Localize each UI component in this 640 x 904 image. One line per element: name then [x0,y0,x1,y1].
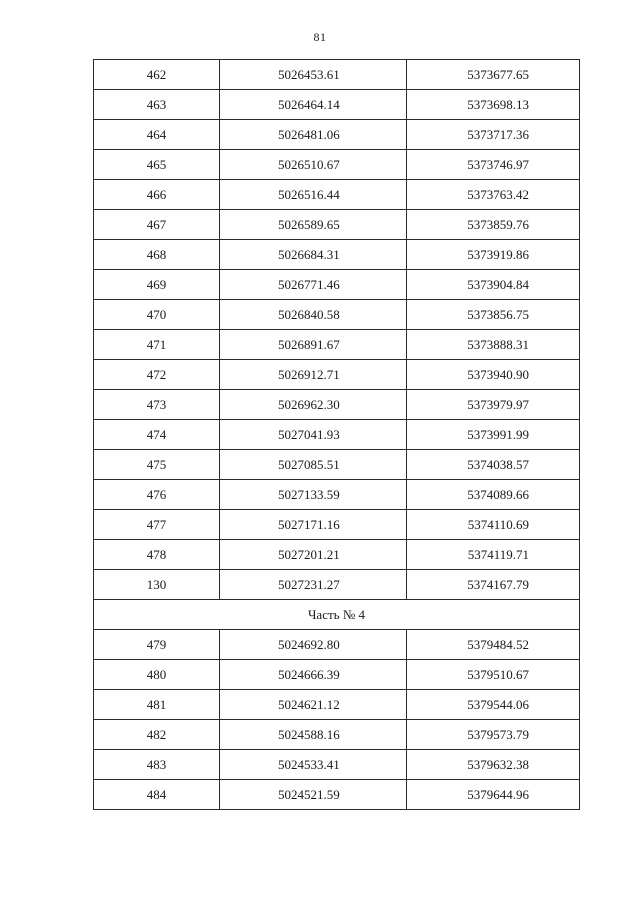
coord-x: 5027171.16 [220,510,407,540]
coord-y: 5373763.42 [407,180,580,210]
coord-y: 5374119.71 [407,540,580,570]
coord-x: 5024666.39 [220,660,407,690]
coord-x: 5024692.80 [220,630,407,660]
coordinates-table [93,59,580,810]
point-number: 465 [94,150,220,180]
page-number: 81 [313,30,327,44]
coord-x: 5027085.51 [220,450,407,480]
table-row [94,60,580,90]
coord-x: 5027041.93 [220,420,407,450]
table-row [94,510,580,540]
table-row [94,90,580,120]
table-row [94,540,580,570]
point-number: 468 [94,240,220,270]
coord-y: 5379573.79 [407,720,580,750]
point-number: 476 [94,480,220,510]
coord-y: 5379510.67 [407,660,580,690]
coord-y: 5373746.97 [407,150,580,180]
coord-y: 5373698.13 [407,90,580,120]
section-heading: Часть № 4 [94,600,580,630]
table-row [94,120,580,150]
coord-x: 5026510.67 [220,150,407,180]
table-row [94,360,580,390]
table-row [94,210,580,240]
point-number: 481 [94,690,220,720]
coord-x: 5026962.30 [220,390,407,420]
point-number: 130 [94,570,220,600]
coord-x: 5024533.41 [220,750,407,780]
coord-x: 5026840.58 [220,300,407,330]
coord-y: 5379484.52 [407,630,580,660]
coord-x: 5026516.44 [220,180,407,210]
coord-y: 5373717.36 [407,120,580,150]
coord-y: 5374089.66 [407,480,580,510]
table-row [94,300,580,330]
point-number: 472 [94,360,220,390]
coord-x: 5024521.59 [220,780,407,810]
coord-y: 5373888.31 [407,330,580,360]
coord-x: 5026464.14 [220,90,407,120]
table-row [94,450,580,480]
coord-x: 5027231.27 [220,570,407,600]
coord-x: 5027201.21 [220,540,407,570]
table-row [94,180,580,210]
table-row [94,660,580,690]
coord-y: 5374110.69 [407,510,580,540]
point-number: 470 [94,300,220,330]
point-number: 464 [94,120,220,150]
coord-x: 5026453.61 [220,60,407,90]
coord-x: 5026912.71 [220,360,407,390]
section-row [94,600,580,630]
table-row [94,240,580,270]
coord-y: 5373979.97 [407,390,580,420]
coord-x: 5026684.31 [220,240,407,270]
point-number: 469 [94,270,220,300]
coord-y: 5374167.79 [407,570,580,600]
point-number: 480 [94,660,220,690]
point-number: 471 [94,330,220,360]
table-row [94,150,580,180]
point-number: 462 [94,60,220,90]
coord-y: 5373904.84 [407,270,580,300]
point-number: 475 [94,450,220,480]
coord-y: 5373677.65 [407,60,580,90]
coord-x: 5024588.16 [220,720,407,750]
table-row [94,780,580,810]
table-row [94,720,580,750]
table-row [94,690,580,720]
table-row [94,390,580,420]
coord-y: 5374038.57 [407,450,580,480]
coord-x: 5027133.59 [220,480,407,510]
point-number: 484 [94,780,220,810]
point-number: 483 [94,750,220,780]
point-number: 478 [94,540,220,570]
point-number: 467 [94,210,220,240]
coord-y: 5373940.90 [407,360,580,390]
table-row [94,630,580,660]
coord-y: 5373991.99 [407,420,580,450]
table-row [94,750,580,780]
point-number: 482 [94,720,220,750]
table-row [94,480,580,510]
table-row [94,330,580,360]
table-row [94,420,580,450]
table-row [94,270,580,300]
coord-y: 5373856.75 [407,300,580,330]
point-number: 466 [94,180,220,210]
point-number: 463 [94,90,220,120]
coord-x: 5026891.67 [220,330,407,360]
point-number: 473 [94,390,220,420]
coord-y: 5379632.38 [407,750,580,780]
coord-x: 5026589.65 [220,210,407,240]
coord-y: 5379544.06 [407,690,580,720]
coord-x: 5026481.06 [220,120,407,150]
point-number: 479 [94,630,220,660]
coord-x: 5024621.12 [220,690,407,720]
coord-y: 5373859.76 [407,210,580,240]
point-number: 474 [94,420,220,450]
table-row [94,570,580,600]
coord-y: 5373919.86 [407,240,580,270]
coord-x: 5026771.46 [220,270,407,300]
point-number: 477 [94,510,220,540]
coord-y: 5379644.96 [407,780,580,810]
